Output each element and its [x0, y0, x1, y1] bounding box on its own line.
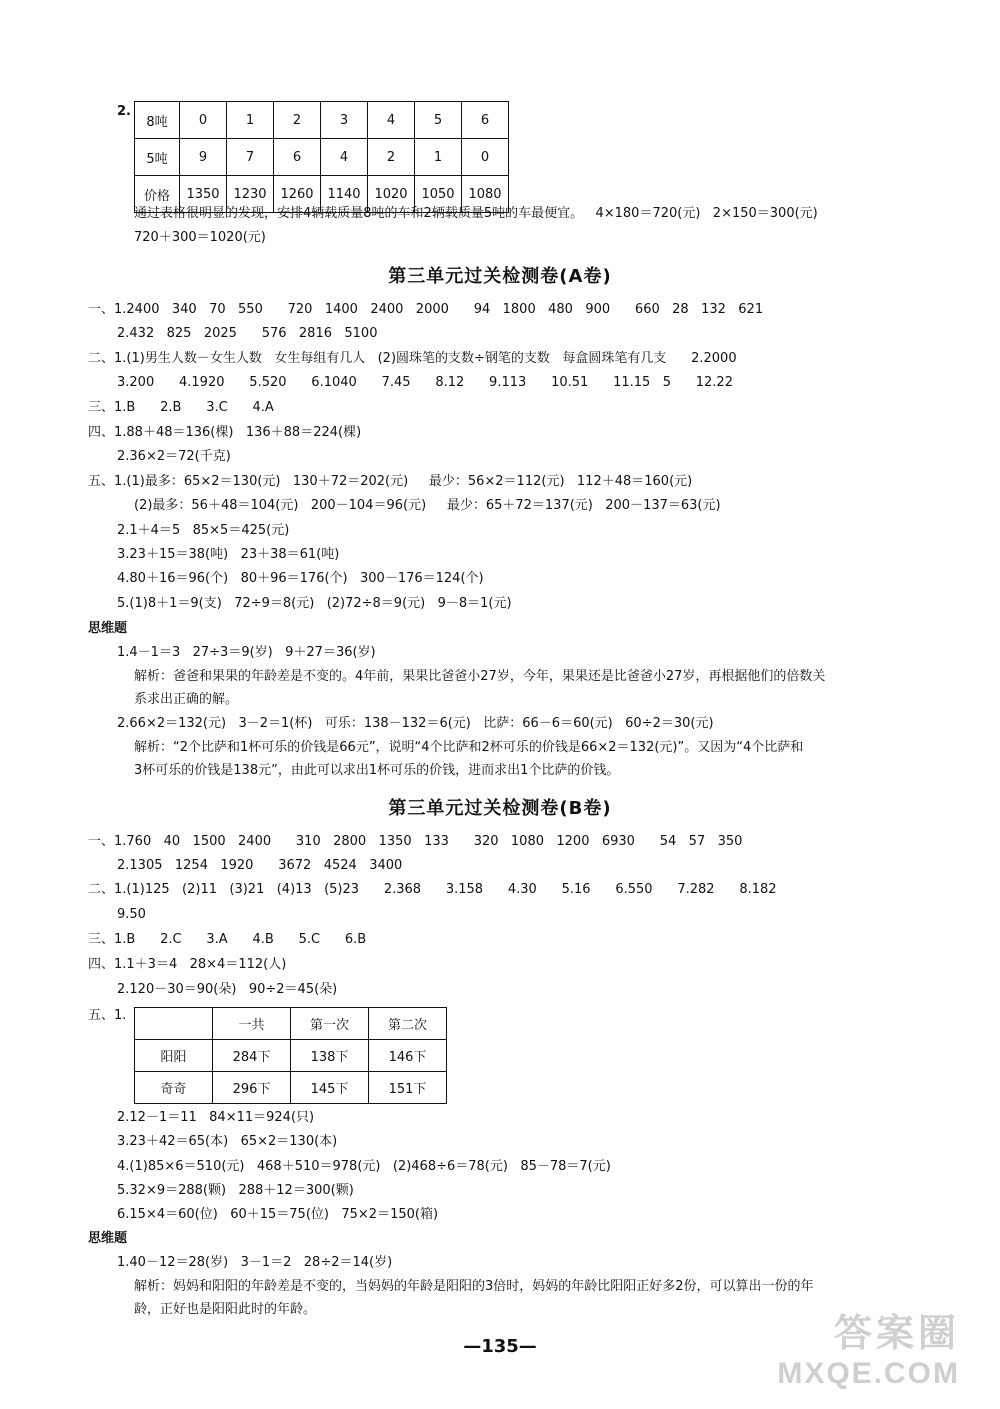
table-cell: 7: [227, 139, 274, 176]
table-cell: 1020: [368, 176, 415, 213]
table-cell: 138下: [291, 1040, 369, 1072]
table-cell: 奇奇: [135, 1072, 213, 1104]
answer-line: 9.50: [117, 907, 146, 922]
page-number: —135—: [463, 1336, 537, 1357]
table-cell: 6: [462, 102, 509, 139]
table-cell: 价格: [135, 176, 180, 213]
table-cell: 1140: [321, 176, 368, 213]
table-row: [135, 139, 509, 176]
answer-line: 2.66×2＝132(元) 3－2＝1(杯) 可乐：138－132＝6(元) 比萨：66－6＝60(元) 60÷2＝30(元): [117, 716, 714, 731]
answer-line: 5.(1)8＋1＝9(支) 72÷9＝8(元) (2)72÷8＝9(元) 9－8＝1(元): [117, 596, 512, 611]
table-cell: 151下: [369, 1072, 447, 1104]
question-number: 2.: [117, 104, 131, 119]
table-cell: 阳阳: [135, 1040, 213, 1072]
answer-line: 4.(1)85×6＝510(元) 468＋510＝978(元) (2)468÷6＝78(元) 85－78＝7(元): [117, 1159, 611, 1174]
answer-line: 一、1.760 40 1500 2400 310 2800 1350 133 320 1080 1200 6930 54 57 350: [88, 834, 743, 849]
answer-line: 720＋300＝1020(元): [134, 230, 266, 245]
answer-line: 2.36×2＝72(千克): [117, 449, 231, 464]
question-label: 五、1.: [88, 1008, 127, 1023]
explanation-line: 3杯可乐的价钱是138元”，由此可以求出1杯可乐的价钱，进而求出1个比萨的价钱。: [134, 763, 620, 778]
table-row: [135, 1008, 447, 1040]
answer-line: 2.432 825 2025 576 2816 5100: [117, 326, 378, 341]
answer-line: 1.4－1＝3 27÷3＝9(岁) 9＋27＝36(岁): [117, 645, 376, 660]
table-cell: 2: [368, 139, 415, 176]
answer-line: 2.12－1＝11 84×11＝924(只): [117, 1110, 315, 1125]
answer-line: 1.40－12＝28(岁) 3－1＝2 28÷2＝14(岁): [117, 1255, 393, 1270]
answer-line: 4.80＋16＝96(个) 80＋96＝176(个) 300－176＝124(个): [117, 571, 484, 586]
answer-line: 3.23＋42＝65(本) 65×2＝130(本): [117, 1134, 338, 1149]
table-cell: 1: [227, 102, 274, 139]
answer-line: 2.1305 1254 1920 3672 4524 3400: [117, 858, 403, 873]
table-cell: 一共: [213, 1008, 291, 1040]
table-cell: 1230: [227, 176, 274, 213]
table-cell: 146下: [369, 1040, 447, 1072]
watermark-top: 答案圈: [833, 1313, 960, 1355]
table-cell: [135, 1008, 213, 1040]
answer-line: 四、1.1＋3＝4 28×4＝112(人): [88, 957, 287, 972]
explanation-line: 解析：“2个比萨和1杯可乐的价钱是66元”，说明“4个比萨和2杯可乐的价钱是66×2＝132(元)”。又因为“4个比萨和: [134, 740, 804, 755]
answer-line: 5.32×9＝288(颗) 288＋12＝300(颗): [117, 1183, 354, 1198]
table-cell: 296下: [213, 1072, 291, 1104]
section-title-b: 第三单元过关检测卷(B卷): [388, 798, 612, 819]
answer-line: 3.200 4.1920 5.520 6.1040 7.45 8.12 9.113 10.51 11.15 5 12.22: [117, 375, 733, 390]
table-cell: 5吨: [135, 139, 180, 176]
table-cell: 1080: [462, 176, 509, 213]
table-cell: 第二次: [369, 1008, 447, 1040]
answer-line: 五、1.(1)最多：65×2＝130(元) 130＋72＝202(元) 最少：56×2＝112(元) 112＋48＝160(元): [88, 474, 693, 489]
table-cell: 9: [180, 139, 227, 176]
table-cell: 2: [274, 102, 321, 139]
table-cell: 284下: [213, 1040, 291, 1072]
table-cell: 0: [180, 102, 227, 139]
answer-line: 二、1.(1)125 (2)11 (3)21 (4)13 (5)23 2.368 3.158 4.30 5.16 6.550 7.282 8.182: [88, 882, 777, 897]
table-row: [135, 1040, 447, 1072]
table-row: [135, 102, 509, 139]
tonnage-price-table: [134, 101, 509, 213]
answer-line: 四、1.88＋48＝136(棵) 136＋88＝224(棵): [88, 425, 362, 440]
thinking-question-header: 思维题: [88, 1231, 128, 1246]
answer-line: 通过表格很明显的发现，安排4辆载质量8吨的车和2辆载质量5吨的车最便宜。 4×180＝720(元) 2×150＝300(元): [134, 206, 818, 221]
table-row: [135, 1072, 447, 1104]
table-cell: 1050: [415, 176, 462, 213]
explanation-line: 系求出正确的解。: [134, 692, 239, 707]
table-cell: 6: [274, 139, 321, 176]
answer-line: 二、1.(1)男生人数－女生人数 女生每组有几人 (2)圆珠笔的支数÷钢笔的支数 每盒圆珠笔有几支 2.2000: [88, 351, 737, 366]
table-cell: 0: [462, 139, 509, 176]
answer-line: 2.120－30＝90(朵) 90÷2＝45(朵): [117, 982, 338, 997]
explanation-line: 解析：爸爸和果果的年龄差是不变的。4年前，果果比爸爸小27岁，今年，果果还是比爸爸小27岁，再根据他们的倍数关: [134, 669, 826, 684]
explanation-line: 解析：妈妈和阳阳的年龄差是不变的，当妈妈的年龄是阳阳的3倍时，妈妈的年龄比阳阳正好多2份，可以算出一份的年: [134, 1279, 814, 1294]
table-cell: 1350: [180, 176, 227, 213]
jump-count-table: [134, 1007, 447, 1104]
watermark-bottom: MXQE.COM: [777, 1357, 960, 1390]
answer-line: 一、1.2400 340 70 550 720 1400 2400 2000 94 1800 480 900 660 28 132 621: [88, 302, 764, 317]
answer-line: 三、1.B 2.B 3.C 4.A: [88, 400, 274, 415]
table-cell: 8吨: [135, 102, 180, 139]
table-cell: 3: [321, 102, 368, 139]
table-cell: 5: [415, 102, 462, 139]
explanation-line: 龄，正好也是阳阳此时的年龄。: [134, 1302, 317, 1317]
table-cell: 1: [415, 139, 462, 176]
table-cell: 1260: [274, 176, 321, 213]
section-title-a: 第三单元过关检测卷(A卷): [388, 266, 612, 287]
answer-line: 2.1＋4＝5 85×5＝425(元): [117, 523, 290, 538]
table-cell: 4: [368, 102, 415, 139]
thinking-question-header: 思维题: [88, 621, 128, 636]
answer-line: 3.23＋15＝38(吨) 23＋38＝61(吨): [117, 547, 340, 562]
table-cell: 145下: [291, 1072, 369, 1104]
watermark-logo: [777, 1302, 960, 1391]
answer-line: (2)最多：56＋48＝104(元) 200－104＝96(元) 最少：65＋72＝137(元) 200－137＝63(元): [134, 498, 721, 513]
answer-line: 三、1.B 2.C 3.A 4.B 5.C 6.B: [88, 932, 367, 947]
table-cell: 第一次: [291, 1008, 369, 1040]
table-cell: 4: [321, 139, 368, 176]
answer-line: 6.15×4＝60(位) 60＋15＝75(位) 75×2＝150(箱): [117, 1207, 439, 1222]
